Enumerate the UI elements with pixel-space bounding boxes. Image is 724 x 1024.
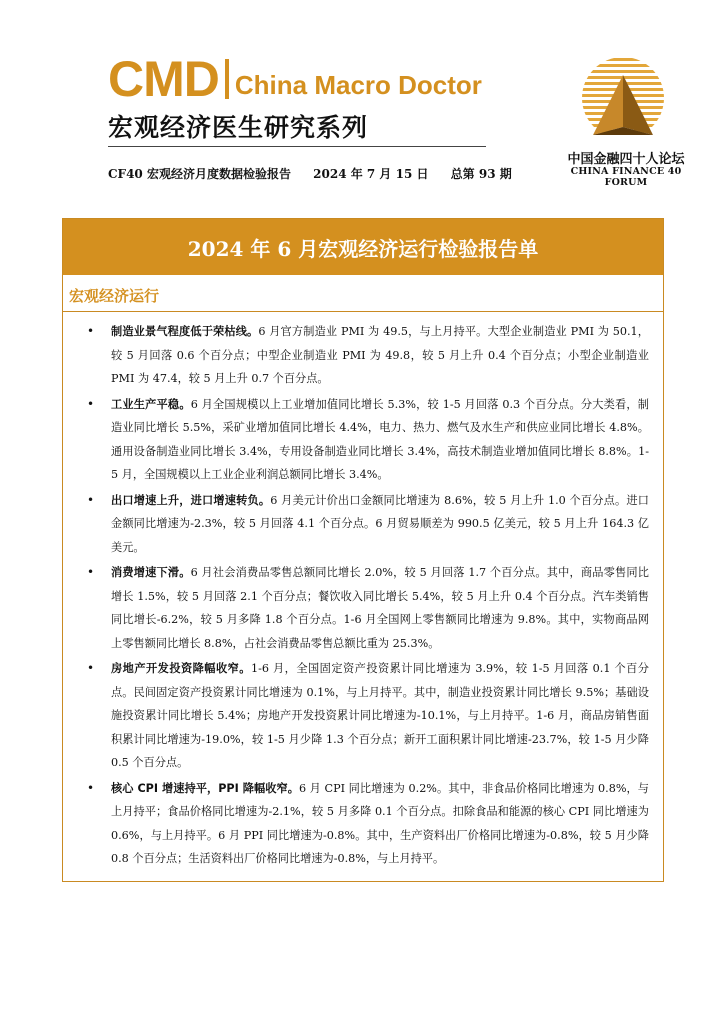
list-item xyxy=(87,320,649,391)
item-text xyxy=(111,320,649,391)
logo-divider xyxy=(225,59,229,99)
issue-line xyxy=(108,165,530,182)
item-lead: 工业生产平稳。 xyxy=(111,397,191,411)
item-body: 6 月美元计价出口金额同比增速为 8.6%，较 5 月上升 1.0 个百分点。进口金额同比增速为-2.3%，较 5 月回落 4.1 个百分点。6 月贸易顺差为 990.5 亿美元，较 5 月上升 164.3 亿美元。 xyxy=(111,493,649,554)
forum-name-en: CHINA FINANCE 40 FORUM xyxy=(570,166,682,188)
item-text xyxy=(111,561,649,655)
bullet: • xyxy=(87,565,95,579)
bullet: • xyxy=(87,492,95,507)
item-body: 6 月全国规模以上工业增加值同比增长 5.3%，较 1-5 月回落 0.3 个百分点。分大类看，制造业同比增长 5.5%，采矿业增加值同比增长 4.4%，电力、热力、燃气及水生产和供应业同比增长 4.8%。通用设备制造业同比增长 3.4%，专用设备制造业同比增长 3.4%，高技术制造业增加值同比增长 8.8%。1-5 月，全国规模以上工业企业利润总额同比增长 3.4%。 xyxy=(111,397,649,481)
item-lead: 出口增速上升，进口增速转负。 xyxy=(111,493,271,507)
item-body: 6 月社会消费品零售总额同比增长 2.0%，较 5 月回落 1.7 个百分点。其中，商品零售同比增长 1.5%，较 5 月回落 2.1 个百分点；餐饮收入同比增长 5.4%，较 5 月上升 0.4 个百分点。汽车类销售同比增长-6.2%，较 5 月多降 1.8 个百分点。1-6 月全国网上零售额同比增速为 9.8%。其中，实物商品网上零售额同比增长 8.8%，占社会消费品零售总额比重为 25.3%。 xyxy=(111,566,649,650)
item-lead: 房地产开发投资降幅收窄。 xyxy=(111,662,251,675)
report-card xyxy=(62,218,664,882)
report-title: 2024 年 6 月宏观经济运行检验报告单 xyxy=(63,219,663,275)
header-rule xyxy=(108,146,486,147)
brand-name: China Macro Doctor xyxy=(234,70,482,100)
series-title: 宏观经济医生研究系列 xyxy=(108,113,369,142)
list-item xyxy=(87,393,649,487)
bullet: • xyxy=(87,324,95,338)
item-text xyxy=(111,489,649,560)
issue-date: 2024 年 7 月 15 日 xyxy=(313,167,429,181)
item-text xyxy=(111,657,649,775)
list-item xyxy=(87,489,649,560)
cmd-logo xyxy=(108,51,492,107)
issue-number: 总第 93 期 xyxy=(450,167,512,181)
list-item xyxy=(87,777,649,871)
item-lead: 制造业景气程度低于荣枯线。 xyxy=(111,325,259,338)
indicator-list xyxy=(63,312,663,871)
bullet: • xyxy=(87,396,95,411)
brand-abbr: CMD xyxy=(108,51,219,107)
item-text xyxy=(111,393,649,487)
item-lead: 核心 CPI 增速持平，PPI 降幅收窄。 xyxy=(111,781,299,795)
item-text xyxy=(111,777,649,871)
item-body: 6 月 CPI 同比增速为 0.2%。其中，非食品价格同比增速为 0.8%，与上月持平；食品价格同比增速为-2.1%，较 5 月多降 0.1 个百分点。扣除食品和能源的核心 CPI 同比增速为 0.6%，与上月持平。6 月 PPI 同比增速为-0.8%。其中，生产资料出厂价格同比增速为-0.8%，较 5 月少降 0.8 个百分点；生活资料出厂价格同比增速为-0.8%，与上月持平。 xyxy=(111,781,649,865)
bullet: • xyxy=(87,780,95,795)
section-title: 宏观经济运行 xyxy=(69,287,160,305)
forum-name-cn: 中国金融四十人论坛 xyxy=(567,152,685,167)
bullet: • xyxy=(87,661,95,675)
item-body: 1-6 月，全国固定资产投资累计同比增速为 3.9%，较 1-5 月回落 0.1 个百分点。民间固定资产投资累计同比增速为 0.1%，与上月持平。其中，制造业投资累计同比增长 9.5%；基础设施投资累计同比增长 5.4%；房地产开发投资累计同比增速为-10.1%，与上月持平。1-6 月，商品房销售面积累计同比增速为-19.0%，较 1-5 月少降 1.3 个百分点；新开工面积累计同比增速-23.7%，较 1-5 月少降 0.5 个百分点。 xyxy=(111,662,649,769)
brand-header xyxy=(108,52,492,144)
item-body: 6 月官方制造业 PMI 为 49.5，与上月持平。大型企业制造业 PMI 为 50.1，较 5 月回落 0.6 个百分点；中型企业制造业 PMI 为 49.8，较 5 月上升 0.4 个百分点；小型企业制造业 PMI 为 47.4，较 5 月上升 0.7 个百分点。 xyxy=(111,325,649,385)
list-item xyxy=(87,657,649,775)
item-lead: 消费增速下滑。 xyxy=(111,566,191,579)
issue-code: CF40 宏观经济月度数据检验报告 xyxy=(108,167,291,181)
list-item xyxy=(87,561,649,655)
forum-logo-icon xyxy=(578,55,668,145)
